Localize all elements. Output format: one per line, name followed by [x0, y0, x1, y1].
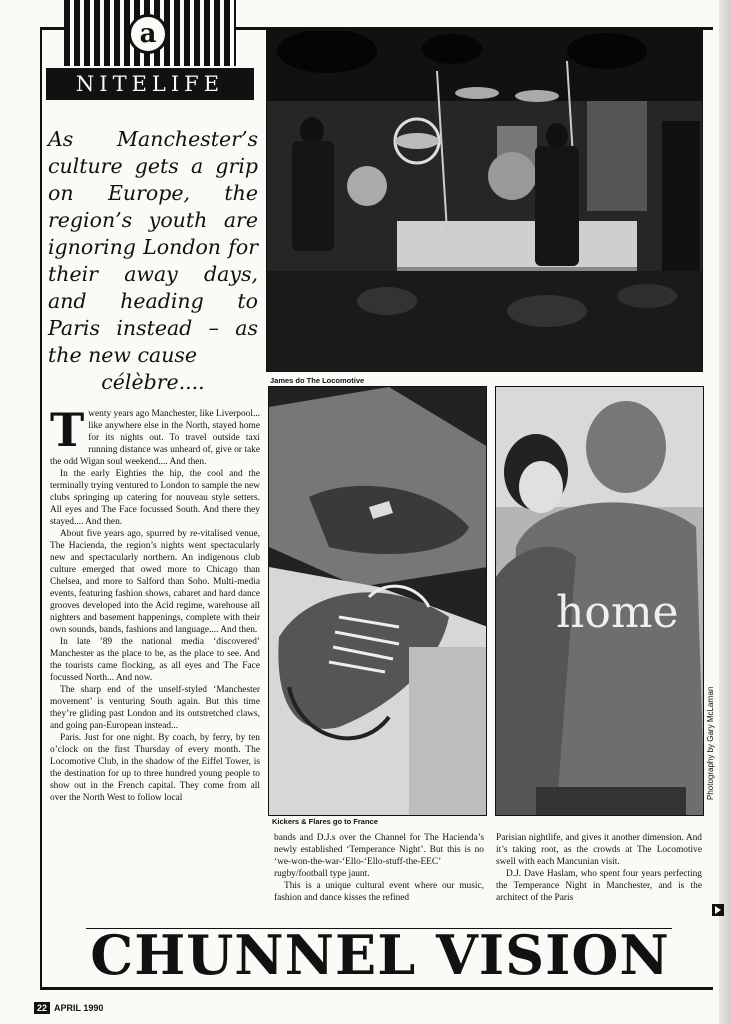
shoes-photo-image: [269, 387, 487, 816]
paragraph-4: In late ’89 the national media ‘discovered’ Manchester as the place to be, as the place to see. And the tourists came flocking, as all eyes and The Face focussed North... And now.: [50, 637, 260, 683]
article-column-1: [50, 403, 260, 804]
shoes-photo: [268, 386, 487, 816]
photo-credit: Photography by Gary McLarnan: [706, 686, 715, 800]
left-rule: [40, 27, 42, 987]
logo-letter: a: [128, 14, 168, 54]
continue-arrow-icon: [712, 904, 724, 916]
standfirst-last: célèbre....: [101, 370, 205, 394]
concert-caption: James do The Locomotive: [270, 376, 365, 385]
page-spine: [719, 0, 731, 1024]
shirt-photo-image: [496, 387, 704, 816]
shoes-caption: Kickers & Flares go to France: [272, 817, 378, 826]
drop-cap: T: [50, 403, 85, 457]
paragraph-3: About five years ago, spurred by re-vitalised venue, The Hacienda, the region’s nights went spectacularly new and spectacularly northern. An indigenous club culture emerged that owed more to Chicago than Chelsea, and more to Salford than Soho. Multi-media events, featuring fashion shows, cabaret and hard dance grooves developed into the Acid regime, warehouse all nighters and basement happenings, complete with their own sounds, bands, fashions and language.... And then.: [50, 529, 260, 635]
page-number: 22: [34, 1002, 50, 1014]
issue-date: APRIL 1990: [54, 1003, 104, 1013]
paragraph-10: D.J. Dave Haslam, who spent four years perfecting the Temperance Night in Manchester, and is the architect of the Paris: [496, 869, 702, 903]
paragraph-6: Paris. Just for one night. By coach, by ferry, by ten o’clock on the first Thursday of every month. The Locomotive Club, in the shadow of the Eiffel Tower, is the destination for up to three hundred young people to show out in the French capital. They come from all over the North West to follow local: [50, 733, 260, 803]
standfirst-main: As Manchester’s culture gets a grip on Europe, the region’s youth are ignoring London for their away days, and heading to Paris instead – as the new cause: [48, 127, 258, 367]
paragraph-7: bands and D.J.s over the Channel for The Hacienda’s newly established ‘Temperance Night’. But this is no ‘we-won-the-war-‘Ello-‘Ello-stuff-the-EEC’ rugby/football type jaunt.: [274, 833, 484, 879]
section-logo: [46, 0, 254, 104]
paragraph-5: The sharp end of the unself-styled ‘Manchester movement’ is venturing South again. But this time they’re gliding past London and its outstretched claws, and going pan-European instead...: [50, 685, 260, 731]
paragraph-9: Parisian nightlife, and gives it another dimension. And it’s taking root, as the crowds at The Locomotive swell with each Mancunian visit.: [496, 833, 702, 867]
page-footer: [34, 1003, 103, 1013]
paragraph-1-text: wenty years ago Manchester, like Liverpool... like anywhere else in the North, stayed home for its nights out. To travel outside taxi running distance was unheard of, give or take the odd Wigan soul weekend.... And then.: [50, 409, 260, 467]
paragraph-1: [50, 403, 260, 468]
paragraph-2: In the early Eighties the hip, the cool and the terminally trying ventured to London to sample the new clubs springing up catering for nouveau style setters. All eyes and The Face focussed South. And there they stayed.... And then.: [50, 469, 260, 527]
paragraph-8: This is a unique cultural event where our music, fashion and dance kisses the refined: [274, 881, 484, 903]
section-title: NITELIFE: [46, 68, 254, 100]
article-column-2: [274, 832, 484, 904]
bottom-rule: [40, 987, 713, 990]
concert-photo-image: [267, 31, 703, 372]
article-headline: CHUNNEL VISION: [90, 923, 670, 987]
article-column-3: [496, 832, 702, 904]
shirt-text: home: [556, 587, 679, 638]
standfirst: [48, 126, 258, 396]
concert-photo: [266, 30, 703, 372]
shirt-photo: [495, 386, 704, 816]
